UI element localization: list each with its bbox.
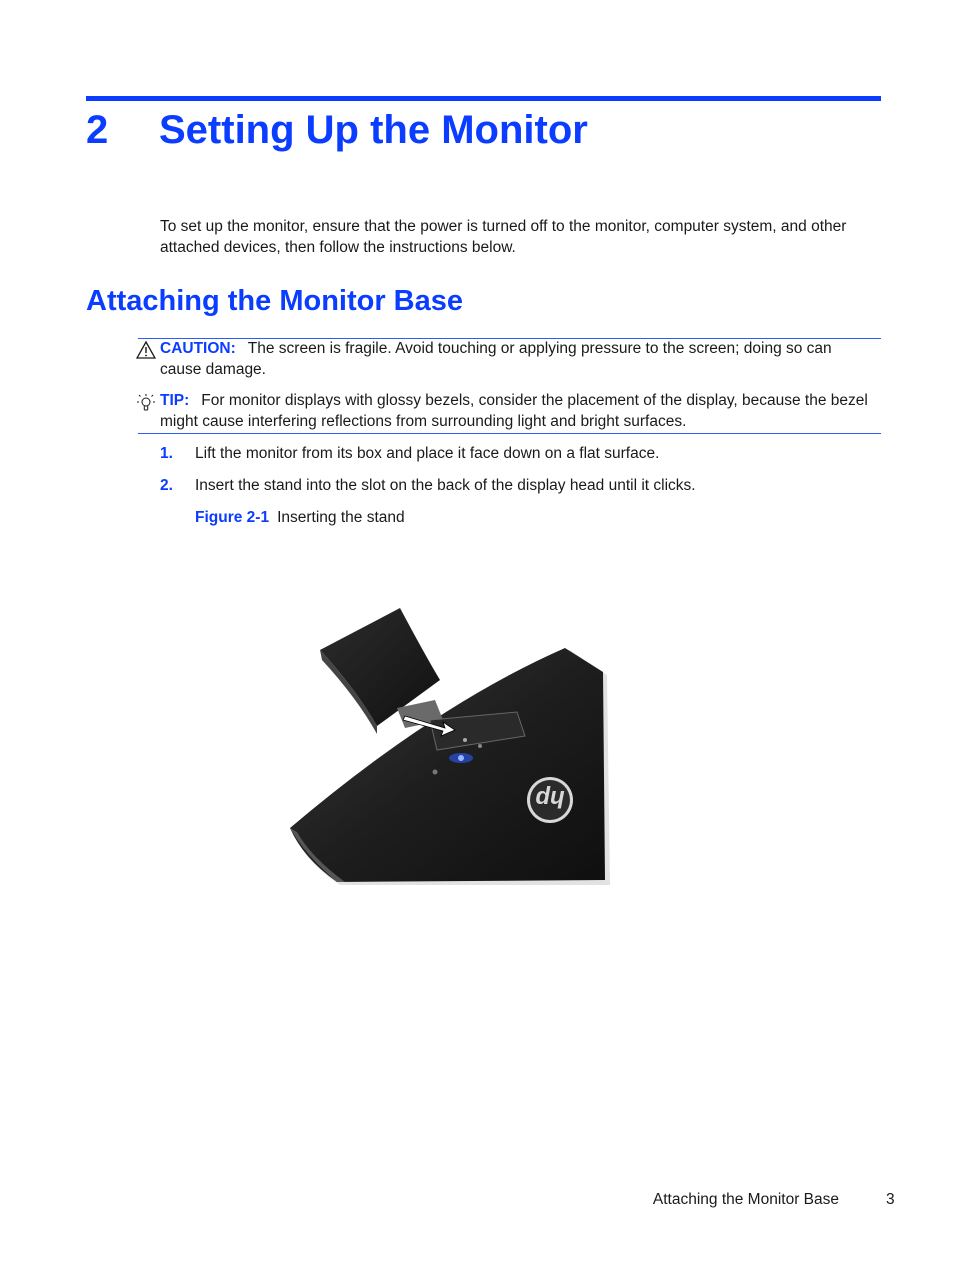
chapter-number: 2 <box>86 108 109 152</box>
tip-text: For monitor displays with glossy bezels, consider the placement of the display, because the bezel might cause interfering reflections from surrounding light and bright surfaces. <box>160 392 868 430</box>
caution-label: CAUTION: <box>160 340 236 357</box>
tip-label: TIP: <box>160 392 190 409</box>
chapter-top-rule <box>86 96 881 101</box>
monitor-back <box>290 648 605 882</box>
step-1-text: Lift the monitor from its box and place it face down on a flat surface. <box>195 445 660 462</box>
lightbulb-icon <box>136 393 156 413</box>
footer-section-title: Attaching the Monitor Base <box>652 1191 839 1208</box>
chapter-title: Setting Up the Monitor <box>159 108 588 152</box>
section-title: Attaching the Monitor Base <box>86 285 464 317</box>
page-number: 3 <box>886 1191 895 1208</box>
hp-logo-text: hp <box>535 785 565 812</box>
tip-note <box>160 390 875 432</box>
step-2-text: Insert the stand into the slot on the back of the display head until it clicks. <box>195 477 696 494</box>
warning-triangle-icon <box>136 340 156 360</box>
figure-label: Figure 2-1 <box>195 509 270 526</box>
step-2-number: 2. <box>160 477 173 494</box>
intro-paragraph: To set up the monitor, ensure that the power is turned off to the monitor, computer system, and other attached devices, then follow the instructions below. <box>160 218 847 256</box>
caution-text: The screen is fragile. Avoid touching or applying pressure to the screen; doing so can cause damage. <box>160 340 832 378</box>
caution-note <box>160 338 875 380</box>
monitor-stand-illustration <box>285 600 610 890</box>
tip-bottom-rule <box>138 433 881 434</box>
figure-caption <box>195 507 405 528</box>
figure-caption-text: Inserting the stand <box>277 509 405 526</box>
step-1-number: 1. <box>160 445 173 462</box>
